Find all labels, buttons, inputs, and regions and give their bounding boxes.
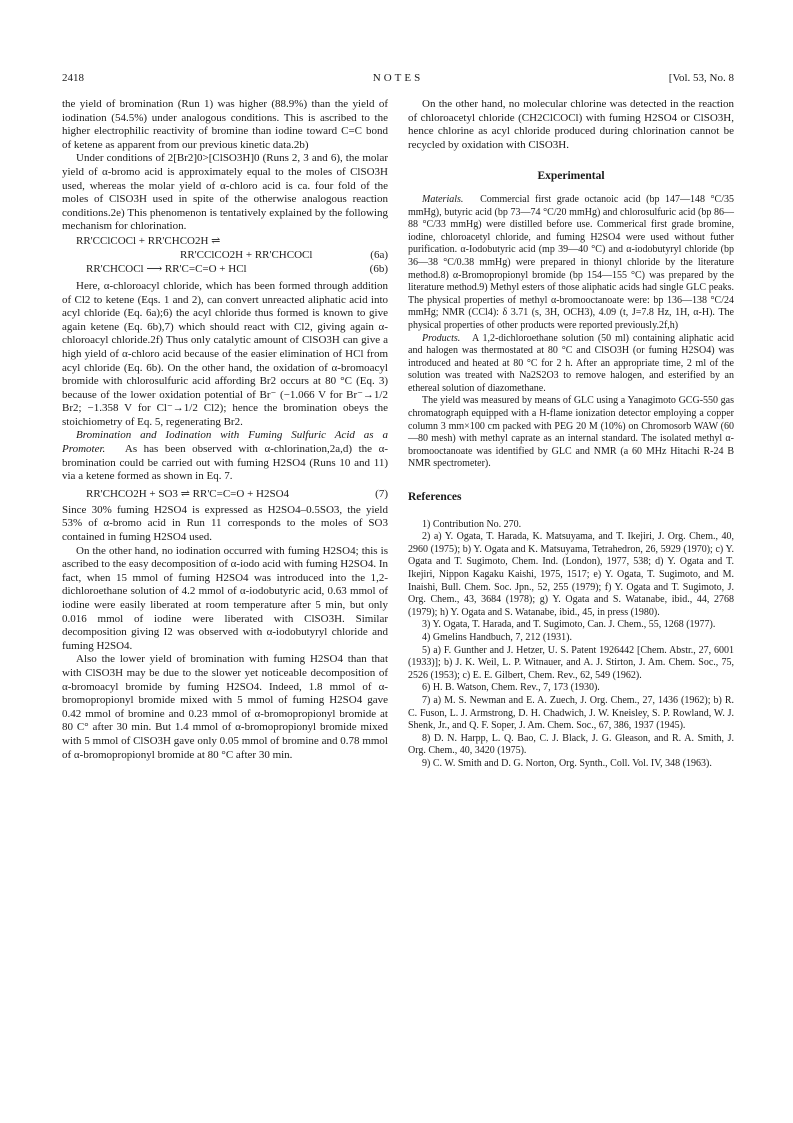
reference-list bbox=[408, 519, 734, 771]
reference-item: 2) a) Y. Ogata, T. Harada, K. Matsuyama, and T. Ikejiri, J. Org. Chem., 40, 2960 (1975); b) Y. Ogata and K. Matsuyama, Tetrahedron, 26, 5929 (1970); c) Y. Ogata and T. Sugimoto, Chem. Ind. (London), 1977, 538; d) Y. Ogata and T. Ikejiri, Nippon Kagaku Kaishi, 1975, 1517; e) Y. Ogata, T. Sugimoto, and M. Inaishi, Bull. Chem. Soc. Jpn., 52, 255 (1979); f) Y. Ogata and T. Sugimoto, J. Org. Chem., 43, 3684 (1978); g) Y. Ogata and S. Watanabe, ibid., 44, 2768 (1979); h) Y. Ogata and S. Watanabe, ibid., 45, in press (1980). bbox=[408, 531, 734, 618]
equation-7 bbox=[62, 487, 388, 501]
reference-item: 9) C. W. Smith and D. G. Norton, Org. Synth., Coll. Vol. IV, 348 (1963). bbox=[422, 757, 712, 769]
volume-label: [Vol. 53, No. 8 bbox=[668, 72, 734, 84]
reference-item: 3) Y. Ogata, T. Harada, and T. Sugimoto, Can. J. Chem., 55, 1268 (1977). bbox=[422, 619, 716, 631]
reference-item: 6) H. B. Watson, Chem. Rev., 7, 173 (1930). bbox=[422, 682, 600, 694]
paragraph bbox=[62, 429, 388, 483]
paragraph-text: A 1,2-dichloroethane solution (50 ml) containing aliphatic acid and halogen was thermostated at 80 °C and ClSO3H (or fuming H2SO4) was introduced and heated at 80 °C for 2 h. After an appropriate time, 2 ml of the solution was treated with Na2S2O3 to remove halogen, and esterified by an ethereal solution of diazomethane. bbox=[408, 332, 734, 394]
running-header bbox=[62, 72, 734, 88]
paragraph: On the other hand, no iodination occurred with fuming H2SO4; this is ascribed to the easy decomposition of α-iodo acid with fuming H2SO4. In fact, when 15 mmol of fuming H2SO4 was introduced into the 1,2-dichloroethane solution of 4.2 mmol of α-iodobutyric acid, 0.63 mmol of iodine were easily liberated at room temperature after 5 min, but only 0.016 mmol of iodine were liberated with ClSO3H. Similar decomposition giving I2 was observed with α-iodobutyryl chloride and fuming H2SO4. bbox=[62, 544, 388, 652]
reference-item: 7) a) M. S. Newman and E. A. Zuech, J. Org. Chem., 27, 1436 (1962); b) R. C. Fuson, L. J. Armstrong, D. H. Chadwich, J. W. Kneisley, S. P. Rowland, W. J. Shenk, Jr., and Q. F. Soper, J. Am. Chem. Soc., 67, 386, 1937 (1945). bbox=[408, 694, 734, 732]
paragraph: Also the lower yield of bromination with fuming H2SO4 than that with ClSO3H may be due to the slower yet noticeable decomposition of α-bromoacyl bromide by fuming H2SO4. Indeed, 1.8 mmol of α-bromopropionyl bromide mixed with 5 mmol of fuming H2SO4 gave 0.42 mmol of bromine and 0.23 mmol of α-bromopropionyl bromide at 80 C° after 30 min. But 1.4 mmol of α-bromopropionyl bromide mixed with 5 mmol of ClSO3H gave only 0.05 mmol of bromine and 0.78 mmol of α-bromopropionyl bromide at 80 °C after 30 min. bbox=[62, 653, 388, 761]
equation-6b bbox=[62, 262, 388, 276]
experimental-heading: Experimental bbox=[537, 170, 605, 183]
equation-6a-line2 bbox=[62, 248, 388, 262]
reference-item: 5) a) F. Gunther and J. Hetzer, U. S. Patent 1926442 [Chem. Abstr., 27, 6001 (1933)]; b) J. K. Weil, L. P. Witnauer, and A. J. Stirton, J. Am. Chem. Soc., 75, 2526 (1953); c) E. E. Gilbert, Chem. Rev., 62, 549 (1962). bbox=[408, 644, 734, 681]
reference-item: 1) Contribution No. 270. bbox=[422, 518, 522, 530]
paragraph: the yield of bromination (Run 1) was higher (88.9%) than the yield of iodination (54.5%) under analogous conditions. This is ascribed to the higher electrophilic reactivity of bromine than iodine toward C=C bond of ketene as apparent from our previous kinetic data.2b) bbox=[62, 98, 388, 151]
equation-number: (7) bbox=[375, 487, 388, 500]
equation-text: RR'CClCO2H + RR'CHCOCl bbox=[180, 248, 313, 261]
paragraph-text: Commercial first grade octanoic acid (bp 147—148 °C/35 mmHg), butyric acid (bp 73—74 °C/20 mmHg) and chlorosulfuric acid (bp 86—88 °C/33 mmHg) were distilled before use. Commerical first grade bromine, iodine, chloroacetyl chloride, and fuming H2SO4 were used without futher purification. α-Iodobutyric acid (mp 39—40 °C) and α-iodobutyryl chloride (bp 36—38 °C/0.38 mmHg) were prepared in thionyl chloride by the literature method.8) α-Bromopropionyl bromide (bp 154—155 °C) was prepared by the literature method.9) Methyl esters of those aliphatic acids had single GLC peaks. The physical properties of methyl α-bromooctanoate were: bp 136—138 °C/24 mmHg; NMR (CCl4): δ 3.71 (s, 3H, OCH3), 4.09 (t, J=7.8 Hz, 1H, α-H). The physical properties of other products were reported previously.2f,h) bbox=[408, 193, 734, 331]
paragraph: On the other hand, no molecular chlorine was detected in the reaction of chloroacetyl chloride (CH2ClCOCl) with fuming H2SO4 or ClSO3H, hence chlorine as acyl chloride produced during chlorination cannot be recycled by oxidation with ClSO3H. bbox=[408, 98, 734, 151]
equation-text: RR'CClCOCl + RR'CHCO2H ⇌ bbox=[76, 234, 221, 247]
page-number: 2418 bbox=[62, 72, 84, 84]
left-column bbox=[62, 98, 388, 762]
equation-number: (6a) bbox=[370, 248, 388, 261]
materials-paragraph bbox=[408, 194, 734, 333]
products-paragraph bbox=[408, 333, 734, 396]
paragraph: The yield was measured by means of GLC using a Yanagimoto GCG-550 gas chromatograph equipped with a H-flame ionization detector employing a copper column 3 mm×100 cm packed with PEG 20 M (10%) on Chromosorb WAW (60—80 mesh) with methyl caprate as an internal standard. The isolated methyl α-bromooctanoate was identified by GLC and NMR (a 60 MHz Hitachi R-24 B NMR spectrometer). bbox=[408, 395, 734, 470]
paragraph: Under conditions of 2[Br2]0>[ClSO3H]0 (Runs 2, 3 and 6), the molar yield of α-bromo acid is approximately equal to the moles of ClSO3H used, whereas the molar yield of α-chloro acid is ca. four fold of the moles of ClSO3H used in spite of the otherwise analogous reaction conditions.2e) This phenomenon is tentatively explained by the following mechanism for chlorination. bbox=[62, 152, 388, 233]
equation-text: RR'CHCOCl ⟶ RR'C=C=O + HCl bbox=[86, 262, 247, 275]
subsection-heading: Bromination and Iodination with Fuming Sulfuric Acid as a Promoter. bbox=[62, 429, 388, 456]
paragraph: Here, α-chloroacyl chloride, which has been formed through addition of Cl2 to ketene (Eqs. 1 and 2), can convert unreacted aliphatic acid into acyl chloride (Eq. 6a);6) the acyl chloride thus formed is known to give again ketene (Eq. 6b),7) which should react with Cl2, giving again α-chloroacyl chloride.2f) Thus only catalytic amount of ClSO3H can give a high yield of α-chloro acid because of the easier elimination of HCl from acyl chloride (Eq. 6b). On the other hand, the oxidation of α-bromoacyl bromide with chlorosulfuric acid affording Br2 occurs at 80 °C (Eq. 3) because of the lower oxidation potential of Br⁻ (−1.066 V for Br⁻→1/2 Br2; −1.358 V for Cl⁻→1/2 Cl2); hence the bromination obeys the stoichiometry of Eq. 5, regenerating Br2. bbox=[62, 279, 388, 428]
equation-text: RR'CHCO2H + SO3 ⇌ RR'C=C=O + H2SO4 bbox=[86, 487, 290, 500]
equation-6a-line1 bbox=[62, 234, 388, 248]
subsection-heading: Products. bbox=[422, 332, 461, 344]
equation-number: (6b) bbox=[369, 262, 388, 275]
subsection-heading: Materials. bbox=[422, 193, 464, 205]
reference-item: 8) D. N. Harpp, L. Q. Bao, C. J. Black, J. G. Gleason, and R. A. Smith, J. Org. Chem., 40, 3420 (1975). bbox=[408, 732, 734, 757]
section-title: NOTES bbox=[372, 72, 424, 84]
paragraph: Since 30% fuming H2SO4 is expressed as H2SO4–0.5SO3, the yield 53% of α-bromo acid in Run 11 corresponds to the moles of SO3 contained in fuming H2SO4 used. bbox=[62, 503, 388, 544]
paragraph-text: As has been observed with α-chlorination,2a,d) the α-bromination could be carried out with fuming H2SO4 (Runs 10 and 11) via a ketene formed as shown in Eq. 7. bbox=[62, 443, 389, 483]
references-heading: References bbox=[408, 491, 462, 504]
reference-item: 4) Gmelins Handbuch, 7, 212 (1931). bbox=[422, 631, 572, 643]
right-column bbox=[408, 98, 734, 771]
